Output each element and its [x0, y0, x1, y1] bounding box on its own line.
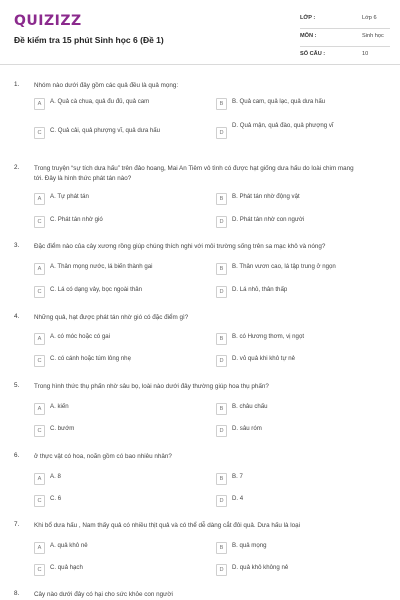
option-text: C. bướm [50, 425, 75, 432]
meta-row-count [300, 49, 390, 65]
option-text: C. có cánh hoặc túm lông nhẹ [50, 355, 131, 362]
option-letter: B [216, 333, 227, 345]
worksheet-header [0, 0, 400, 65]
option-letter: C [34, 127, 45, 139]
option-text: B. Phát tán nhờ động vật [232, 193, 300, 200]
option-letter: B [216, 473, 227, 485]
option-text: A. Quả cà chua, quả đu đủ, quả cam [50, 98, 150, 105]
question-text: Cây nào dưới đây có hại cho sức khỏe con người [34, 591, 173, 598]
meta-label: MÔN : [300, 33, 317, 39]
option-letter: C [34, 286, 45, 298]
option-letter: A [34, 333, 45, 345]
option-text: D. sâu róm [232, 425, 262, 432]
option-letter: B [216, 98, 227, 110]
option-text: D. Phát tán nhờ con người [232, 216, 305, 223]
option-letter: D [216, 495, 227, 507]
option-letter: A [34, 473, 45, 485]
meta-label: LỚP : [300, 15, 316, 21]
option-text: C. quả hạch [50, 564, 83, 571]
question-number: 7. [14, 521, 20, 528]
option-letter: C [34, 425, 45, 437]
option-text: D. vỏ quả khi khô tự nẻ [232, 355, 296, 362]
question-number: 6. [14, 452, 20, 459]
option-text: C. Quả cải, quả phượng vĩ, quả dưa hấu [50, 127, 161, 134]
question-text: Đặc điểm nào của cây xương rồng giúp chúng thích nghi với môi trường sống trên sa mạc khô và nóng? [34, 243, 326, 250]
question-number: 2. [14, 164, 20, 171]
option-letter: D [216, 127, 227, 139]
option-letter: A [34, 263, 45, 275]
meta-value: Lớp 6 [362, 15, 377, 21]
option-letter: A [34, 403, 45, 415]
option-letter: C [34, 216, 45, 228]
option-text: A. Tự phát tán [50, 193, 89, 200]
question-text: Trong truyện “sự tích dưa hấu” trên đảo hoang, Mai An Tiêm vô tình có được hạt giống dưa hấu do loài chim mang tới. Đây là hình thức phát tán nào? [34, 165, 354, 182]
meta-row-subject [300, 31, 390, 47]
question-text: Khi bổ dưa hấu , Nam thấy quả có nhiều thịt quả và có thể dễ dàng cắt đôi quả. Dưa hấu là loại [34, 522, 301, 529]
option-text: C. Lá có dạng vảy, bọc ngoài thân [50, 286, 143, 293]
option-text: D. Quả mận, quả đào, quả phượng vĩ [232, 122, 334, 129]
meta-row-class [300, 13, 390, 29]
question-number: 3. [14, 242, 20, 249]
question-number: 5. [14, 382, 20, 389]
option-text: C. 6 [50, 495, 62, 502]
option-letter: D [216, 564, 227, 576]
option-text: B. Quả cam, quả lạc, quả dưa hấu [232, 98, 326, 105]
option-text: D. 4 [232, 495, 244, 502]
option-letter: C [34, 355, 45, 367]
quizizz-logo: QUIZIZZ [14, 13, 82, 29]
meta-value: 10 [362, 51, 369, 57]
question-text: Những quả, hạt được phát tán nhờ gió có đặc điểm gì? [34, 314, 189, 321]
meta-label: SỐ CÂU : [300, 51, 326, 57]
question-text: ở thực vật có hoa, noãn gồm có bao nhiêu nhân? [34, 453, 172, 460]
option-text: B. châu chấu [232, 403, 268, 410]
option-letter: D [216, 425, 227, 437]
option-text: A. Thân mọng nước, lá biến thành gai [50, 263, 153, 270]
option-text: D. quả khô không nẻ [232, 564, 289, 571]
option-text: A. 8 [50, 473, 61, 480]
option-letter: C [34, 495, 45, 507]
option-letter: D [216, 355, 227, 367]
option-letter: B [216, 403, 227, 415]
option-letter: C [34, 564, 45, 576]
question-number: 1. [14, 81, 20, 88]
option-text: B. có Hương thơm, vị ngọt [232, 333, 305, 340]
option-letter: A [34, 542, 45, 554]
question-text: Trong hình thức thụ phấn nhờ sâu bọ, loài nào dưới đây thường giúp hoa thụ phấn? [34, 383, 269, 390]
option-text: C. Phát tán nhờ gió [50, 216, 103, 223]
option-letter: B [216, 193, 227, 205]
worksheet-title: Đề kiểm tra 15 phút Sinh học 6 (Đề 1) [14, 35, 164, 45]
question-text: Nhóm nào dưới đây gồm các quả đều là quả mọng: [34, 82, 179, 89]
meta-value: Sinh học [362, 33, 384, 39]
option-text: B. quả mọng [232, 542, 267, 549]
option-letter: D [216, 286, 227, 298]
option-letter: D [216, 216, 227, 228]
option-text: B. Thân vươn cao, lá tập trung ở ngọn [232, 263, 336, 270]
option-text: B. 7 [232, 473, 243, 480]
option-letter: A [34, 193, 45, 205]
worksheet-meta [300, 13, 390, 67]
option-letter: B [216, 263, 227, 275]
option-text: A. quả khô nẻ [50, 542, 88, 549]
option-letter: B [216, 542, 227, 554]
option-text: A. có móc hoặc có gai [50, 333, 110, 340]
option-text: A. kiến [50, 403, 69, 410]
question-number: 4. [14, 313, 20, 320]
option-letter: A [34, 98, 45, 110]
option-text: D. Lá nhỏ, thân thấp [232, 286, 288, 293]
question-number: 8. [14, 590, 20, 597]
